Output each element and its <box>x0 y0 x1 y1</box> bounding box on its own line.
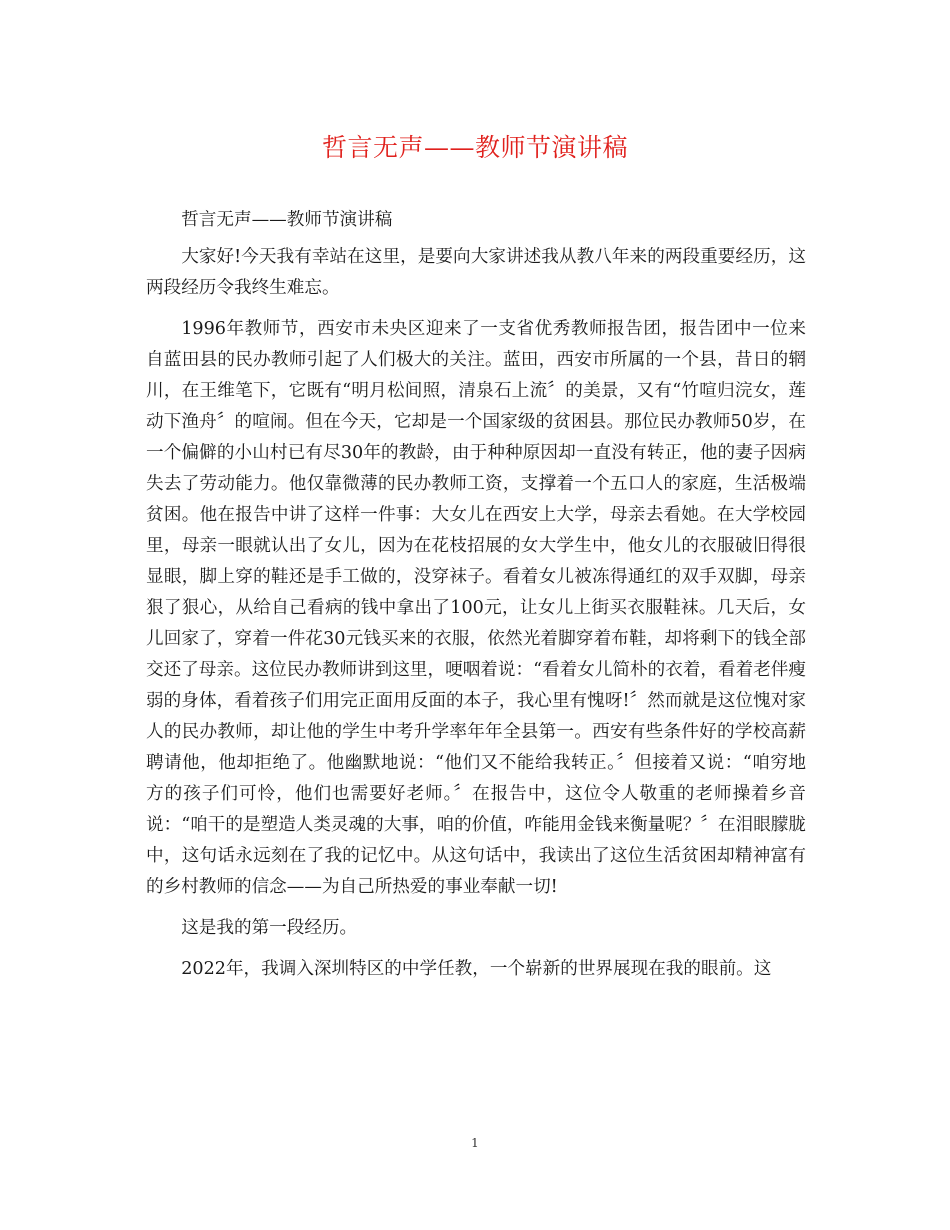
paragraph-first-end: 这是我的第一段经历。 <box>181 918 358 938</box>
paragraph-second-story: 2022年，我调入深圳特区的中学任教，一个崭新的世界展现在我的眼前。这 <box>181 959 772 979</box>
document-body <box>146 205 806 995</box>
paragraph-subtitle: 哲言无声——教师节演讲稿 <box>181 210 393 230</box>
page-number: 1 <box>471 1136 479 1150</box>
paragraph-greeting: 大家好!今天我有幸站在这里，是要向大家讲述我从教八年来的两段重要经历，这两段经历令我终生难忘。 <box>146 247 806 298</box>
document-title: 哲言无声——教师节演讲稿 <box>321 133 628 162</box>
paragraph-first-story: 1996年教师节，西安市未央区迎来了一支省优秀教师报告团，报告团中一位来自蓝田县的民办教师引起了人们极大的关注。蓝田，西安市所属的一个县，昔日的辋川，在王维笔下，它既有“明月松间照，清泉石上流〞的美景，又有“竹喧归浣女，莲动下渔舟〞的喧闹。但在今天，它却是一个国家级的贫困县。那位民办教师50岁，在一个偏僻的小山村已有尽30年的教龄，由于种种原因却一直没有转正，他的妻子因病失去了劳动能力。他仅靠微薄的民办教师工资，支撑着一个五口人的家庭，生活极端贫困。他在报告中讲了这样一件事：大女儿在西安上大学，母亲去看她。在大学校园里，母亲一眼就认出了女儿，因为在花枝招展的女大学生中，他女儿的衣服破旧得很显眼，脚上穿的鞋还是手工做的，没穿袜子。看着女儿被冻得通红的双手双脚，母亲狠了狠心，从给自己看病的钱中拿出了100元，让女儿上街买衣服鞋袜。几天后，女儿回家了，穿着一件花30元钱买来的衣服，依然光着脚穿着布鞋，却将剩下的钱全部交还了母亲。这位民办教师讲到这里，哽咽着说：“看着女儿简朴的衣着，看着老伴瘦弱的身体，看着孩子们用完正面用反面的本子，我心里有愧呀!〞然而就是这位愧对家人的民办教师，却让他的学生中考升学率年年全县第一。西安有些条件好的学校高薪聘请他，他却拒绝了。他幽默地说：“他们又不能给我转正。〞但接着又说：“咱穷地方的孩子们可怜，他们也需要好老师。〞在报告中，这位令人敬重的老师操着乡音说：“咱干的是塑造人类灵魂的大事，咱的价值，咋能用金钱来衡量呢？〞在泪眼朦胧中，这句话永远刻在了我的记忆中。从这句话中，我读出了这位生活贫困却精神富有的乡村教师的信念——为自己所热爱的事业奉献一切! <box>146 319 806 897</box>
